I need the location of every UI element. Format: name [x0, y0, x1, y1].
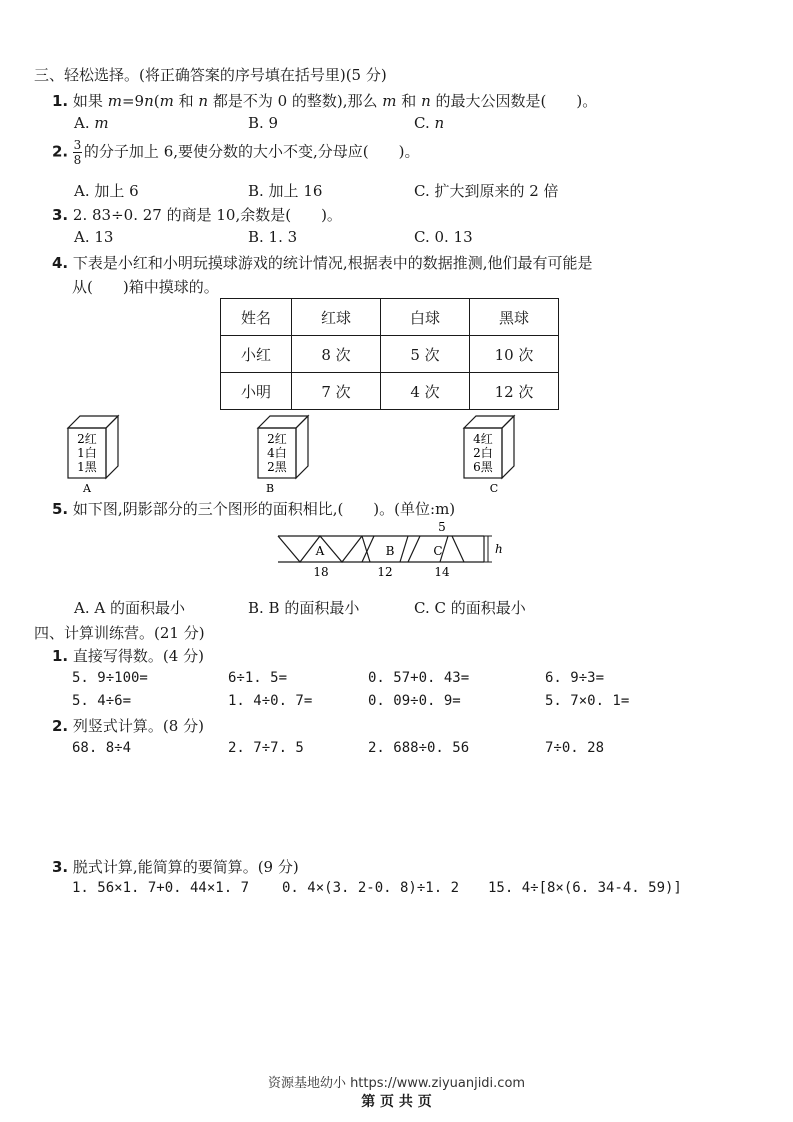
trapezoid-figure — [270, 518, 510, 582]
vertical-calc-item: 2. 7÷7. 5 — [228, 740, 304, 756]
s4-q2-number: 2. — [52, 717, 69, 735]
bottom-length-label: 14 — [434, 565, 450, 579]
q1-text-part: 和 — [173, 92, 199, 110]
q3-option-b[interactable]: B. 1. 3 — [248, 228, 298, 246]
shape-label: B — [385, 544, 395, 558]
table-header-cell: 黑球 — [470, 299, 559, 336]
box-a-line: 1黑 — [77, 460, 97, 474]
q1-var: n — [421, 92, 431, 110]
q1-text-part: 和 — [396, 92, 422, 110]
box-a-line: 1白 — [77, 446, 97, 460]
table-cell: 7 次 — [292, 373, 381, 410]
q5-option-c[interactable]: C. C 的面积最小 — [414, 599, 526, 617]
table-cell: 8 次 — [292, 336, 381, 373]
q1-text-part: 的最大公因数是( )。 — [430, 92, 598, 110]
page-number: 第 页 共 页 — [361, 1094, 432, 1110]
s4-q1-number: 1. — [52, 647, 69, 665]
table-cell: 小红 — [221, 336, 292, 373]
box-a-label: A — [83, 482, 91, 495]
mental-calc-item: 5. 7×0. 1= — [545, 693, 630, 709]
table-header-cell: 红球 — [292, 299, 381, 336]
q1-text-part: =9 — [121, 92, 145, 110]
s4-q3-number: 3. — [52, 858, 69, 876]
box-c-line: 6黑 — [473, 460, 493, 474]
fraction — [73, 139, 82, 166]
table-header-cell: 白球 — [381, 299, 470, 336]
q2-stem — [52, 139, 419, 166]
q3-stem — [52, 204, 342, 225]
q4-stem-line2: 从( )箱中摸球的。 — [72, 278, 219, 296]
q1-number: 1. — [52, 92, 69, 110]
s4-q1-title — [52, 645, 204, 666]
table-cell: 12 次 — [470, 373, 559, 410]
mental-calc-item: 5. 9÷100= — [72, 670, 148, 686]
mental-calc-item: 6. 9÷3= — [545, 670, 605, 686]
option-var: m — [94, 114, 109, 132]
bottom-length-label: 12 — [377, 565, 393, 579]
q1-var: m — [382, 92, 397, 110]
s4-q1-text: 直接写得数。(4 分) — [72, 647, 204, 665]
mental-calc-item: 1. 4÷0. 7= — [228, 693, 313, 709]
q5-option-b[interactable]: B. B 的面积最小 — [248, 599, 360, 617]
mental-calc-item: 5. 4÷6= — [72, 693, 132, 709]
box-a-line: 2红 — [77, 432, 97, 446]
top-length-label: 5 — [438, 520, 446, 534]
q2-text: 的分子加上 6,要使分数的大小不变,分母应( )。 — [83, 142, 420, 161]
q1-var: m — [159, 92, 174, 110]
table-header-cell: 姓名 — [221, 299, 292, 336]
box-b-label: B — [265, 482, 275, 495]
s4-q3-title — [52, 856, 299, 877]
bottom-length-label: 18 — [313, 565, 329, 579]
q5-stem — [52, 498, 455, 519]
footer-watermark: 资源基地幼小 https://www.ziyuanjidi.com — [267, 1076, 526, 1091]
q5-option-a[interactable]: A. A 的面积最小 — [74, 599, 185, 617]
s4-q2-text: 列竖式计算。(8 分) — [72, 717, 204, 735]
shape-label: C — [433, 544, 443, 558]
q1-var: n — [198, 92, 209, 110]
box-b-line: 4白 — [267, 446, 287, 460]
q1-stem — [52, 90, 597, 111]
table-cell: 5 次 — [381, 336, 470, 373]
q1-var: n — [144, 92, 154, 110]
height-label: h — [495, 542, 503, 556]
section4-title: 四、计算训练营。(21 分) — [34, 624, 205, 642]
vertical-calc-item: 7÷0. 28 — [545, 740, 605, 756]
mental-calc-item: 0. 57+0. 43= — [368, 670, 470, 686]
option-label: A. — [74, 114, 90, 132]
boxes-figure — [60, 404, 580, 496]
box-c — [464, 416, 514, 495]
s4-q2-title — [52, 715, 204, 736]
box-b-line: 2红 — [267, 432, 287, 446]
option-var: n — [434, 114, 445, 132]
q5-text: 如下图,阴影部分的三个图形的面积相比,( )。(单位:m) — [72, 500, 456, 518]
q3-text: 2. 83÷0. 27 的商是 10,余数是( )。 — [72, 206, 342, 224]
q1-option-a[interactable] — [74, 114, 109, 132]
shape-label: A — [315, 544, 325, 558]
q2-option-b[interactable]: B. 加上 16 — [248, 182, 323, 200]
q2-number: 2. — [52, 142, 69, 161]
box-c-line: 2白 — [473, 446, 493, 460]
q1-var: m — [107, 92, 122, 110]
vertical-calc-item: 68. 8÷4 — [72, 740, 132, 756]
q3-option-a[interactable]: A. 13 — [74, 228, 114, 246]
box-b — [258, 416, 308, 495]
fraction-numerator: 3 — [73, 138, 82, 152]
q1-option-c[interactable] — [414, 114, 444, 132]
stats-table — [220, 298, 559, 410]
table-cell: 小明 — [221, 373, 292, 410]
q4-stem-line1 — [52, 252, 592, 273]
fraction-denominator: 8 — [73, 153, 82, 167]
box-a — [68, 416, 118, 495]
table-cell: 4 次 — [381, 373, 470, 410]
s4-q3-text: 脱式计算,能简算的要简算。(9 分) — [72, 858, 299, 876]
table-header-row — [221, 299, 559, 336]
q3-number: 3. — [52, 206, 69, 224]
mental-calc-item: 6÷1. 5= — [228, 670, 288, 686]
table-cell: 10 次 — [470, 336, 559, 373]
q1-text-part: 如果 — [72, 92, 108, 110]
step-calc-item: 15. 4÷[8×(6. 34-4. 59)] — [488, 880, 682, 896]
q3-option-c[interactable]: C. 0. 13 — [414, 228, 473, 246]
q1-text-part: 都是不为 0 的整数),那么 — [208, 92, 383, 110]
q5-number: 5. — [52, 500, 69, 518]
step-calc-item: 1. 56×1. 7+0. 44×1. 7 — [72, 880, 250, 896]
q4-text: 下表是小红和小明玩摸球游戏的统计情况,根据表中的数据推测,他们最有可能是 — [72, 254, 593, 272]
step-calc-item: 0. 4×(3. 2-0. 8)÷1. 2 — [282, 880, 460, 896]
q2-option-a[interactable]: A. 加上 6 — [74, 182, 139, 200]
q4-number: 4. — [52, 254, 69, 272]
q1-text-part: ( — [153, 92, 160, 110]
section3-title: 三、轻松选择。(将正确答案的序号填在括号里)(5 分) — [34, 66, 387, 84]
mental-calc-item: 0. 09÷0. 9= — [368, 693, 461, 709]
table-row — [221, 336, 559, 373]
q2-option-c[interactable]: C. 扩大到原来的 2 倍 — [414, 182, 559, 200]
box-c-line: 4红 — [473, 432, 493, 446]
q1-option-b[interactable]: B. 9 — [248, 114, 279, 132]
option-label: C. — [414, 114, 430, 132]
vertical-calc-item: 2. 688÷0. 56 — [368, 740, 470, 756]
box-c-label: C — [489, 482, 499, 495]
box-b-line: 2黑 — [267, 460, 287, 474]
